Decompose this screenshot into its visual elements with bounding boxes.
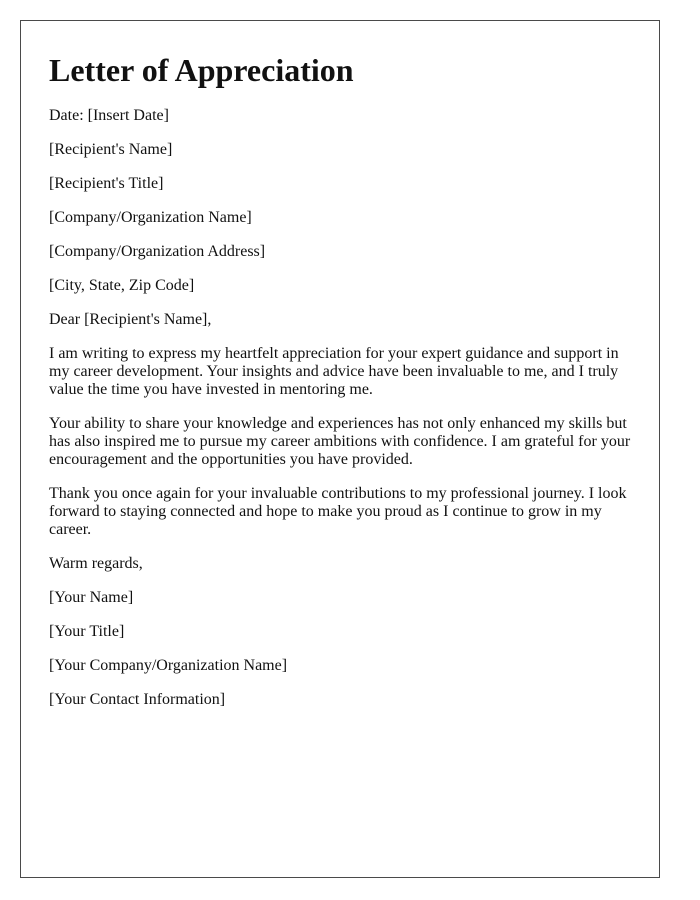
recipient-name: [Recipient's Name] [49, 141, 173, 158]
letter-page [20, 20, 660, 878]
company-address: [Company/Organization Address] [49, 243, 266, 260]
page-title: Letter of Appreciation [49, 52, 354, 88]
sender-contact: [Your Contact Information] [49, 691, 226, 708]
sender-name: [Your Name] [49, 589, 134, 606]
recipient-title: [Recipient's Title] [49, 175, 164, 192]
body-paragraph-3: Thank you once again for your invaluable contributions to my professional journey. I look forward to staying connected and hope to make you proud as I continue to grow in my career. [49, 485, 627, 538]
sender-title: [Your Title] [49, 623, 125, 640]
company-name: [Company/Organization Name] [49, 209, 252, 226]
closing: Warm regards, [49, 555, 143, 572]
body-paragraph-2: Your ability to share your knowledge and experiences has not only enhanced my skills but has also inspired me to pursue my career ambitions with confidence. I am grateful for your encouragement and the opportunities you have provided. [49, 415, 631, 468]
date-line: Date: [Insert Date] [49, 107, 169, 124]
city-state-zip: [City, State, Zip Code] [49, 277, 195, 294]
salutation: Dear [Recipient's Name], [49, 311, 212, 328]
letter-content [49, 51, 635, 709]
body-paragraph-1: I am writing to express my heartfelt appreciation for your expert guidance and support in my career development. Your insights and advice have been invaluable to me, and I truly value the time you have invested in mentoring me. [49, 345, 619, 398]
sender-company: [Your Company/Organization Name] [49, 657, 288, 674]
